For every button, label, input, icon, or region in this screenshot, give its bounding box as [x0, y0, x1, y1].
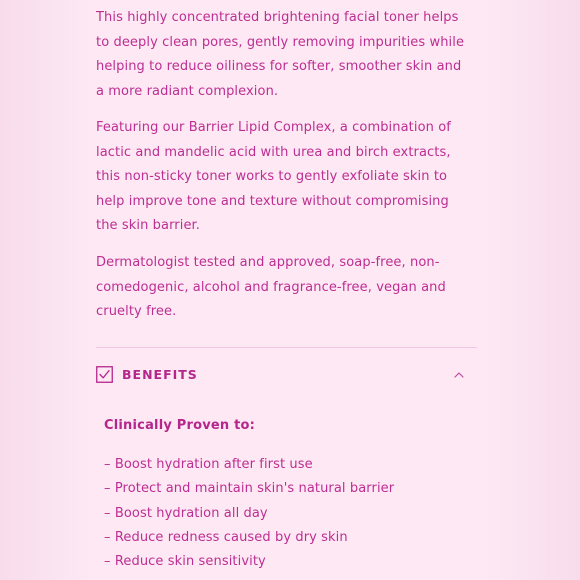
list-item: – Reduce redness caused by dry skin [104, 529, 348, 545]
benefits-list [104, 453, 394, 574]
benefits-title: BENEFITS [122, 367, 198, 382]
list-item: – Boost hydration after first use [104, 457, 313, 472]
description-line: this non-sticky toner works to gently exfoliate skin to [96, 169, 448, 184]
description-line: cruelty free. [96, 304, 177, 319]
description-paragraph-1 [96, 6, 484, 104]
list-item: – Protect and maintain skin's natural barrier [104, 481, 395, 497]
description-line: a more radiant complexion. [96, 83, 279, 99]
description-line: to deeply clean pores, gently removing impurities while [96, 34, 465, 50]
description-paragraph-2 [96, 116, 484, 239]
description-line: This highly concentrated brightening facial toner helps [96, 10, 459, 25]
list-item: – Boost hydration all day [104, 505, 268, 521]
benefits-subtitle: Clinically Proven to: [104, 418, 256, 433]
description-line: help improve tone and texture without compromising [96, 193, 449, 209]
benefits-accordion-toggle[interactable] [96, 364, 477, 386]
checkbox-check-icon [96, 366, 113, 383]
description-line: comedogenic, alcohol and fragrance-free, vegan and [96, 279, 446, 295]
chevron-up-icon[interactable] [454, 371, 464, 378]
description-line: helping to reduce oiliness for softer, smoother skin and [96, 59, 462, 74]
description-paragraph-3 [96, 251, 484, 325]
description-line: Dermatologist tested and approved, soap-free, non- [96, 255, 440, 270]
list-item: – Reduce skin sensitivity [104, 554, 266, 570]
description-line: Featuring our Barrier Lipid Complex, a combination of [96, 120, 451, 135]
section-divider [96, 347, 477, 348]
description-line: lactic and mandelic acid with urea and birch extracts, [96, 144, 451, 160]
description-line: the skin barrier. [96, 218, 201, 233]
